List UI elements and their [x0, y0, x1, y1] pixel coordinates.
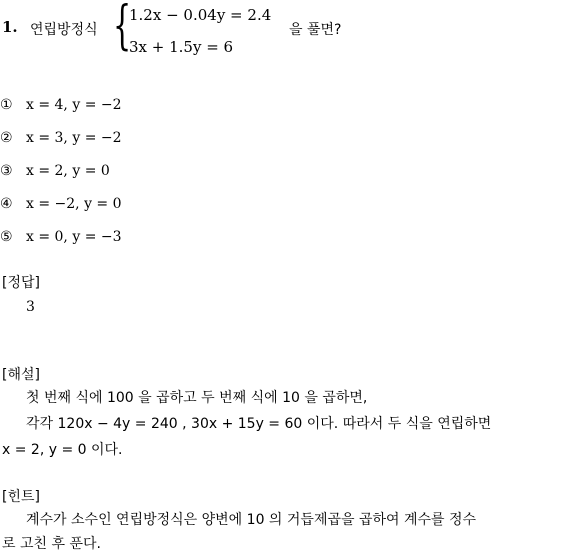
choice-marker: ②: [0, 130, 13, 146]
choice-4: [0, 196, 122, 212]
choice-marker: ①: [0, 97, 13, 113]
system-brace: {: [113, 0, 132, 56]
choice-text: x = 0, y = −3: [26, 229, 122, 245]
hint-line-2: 로 고친 후 푼다.: [2, 536, 101, 552]
choice-marker: ③: [0, 163, 13, 179]
choice-3: [0, 163, 110, 179]
explanation-line-3: x = 2, y = 0 이다.: [2, 442, 123, 458]
choice-text: x = 3, y = −2: [26, 130, 122, 146]
choice-marker: ④: [0, 196, 13, 212]
choice-marker: ⑤: [0, 229, 13, 245]
equation-2: 3x + 1.5y = 6: [129, 38, 234, 56]
answer-value: 3: [26, 299, 35, 315]
question-number: 1.: [2, 18, 18, 36]
question-text: 연립방정식: [30, 22, 98, 38]
choice-5: [0, 229, 122, 245]
question-tail: 을 풀면?: [289, 22, 342, 38]
choice-text: x = 4, y = −2: [26, 97, 122, 113]
equation-1: 1.2x − 0.04y = 2.4: [129, 6, 272, 24]
choice-1: [0, 97, 122, 113]
explanation-line-1: 첫 번째 식에 100 을 곱하고 두 번째 식에 10 을 곱하면,: [26, 390, 368, 406]
hint-title: [힌트]: [2, 489, 40, 505]
hint-line-1: 계수가 소수인 연립방정식은 양변에 10 의 거듭제곱을 곱하여 계수를 정수: [26, 512, 477, 528]
choice-text: x = −2, y = 0: [26, 196, 122, 212]
explanation-line-2: 각각 120x − 4y = 240 , 30x + 15y = 60 이다. 따라서 두 식을 연립하면: [26, 416, 492, 432]
explanation-title: [해설]: [2, 367, 40, 383]
answer-title: [정답]: [2, 275, 40, 291]
choice-2: [0, 130, 122, 146]
choice-text: x = 2, y = 0: [26, 163, 110, 179]
